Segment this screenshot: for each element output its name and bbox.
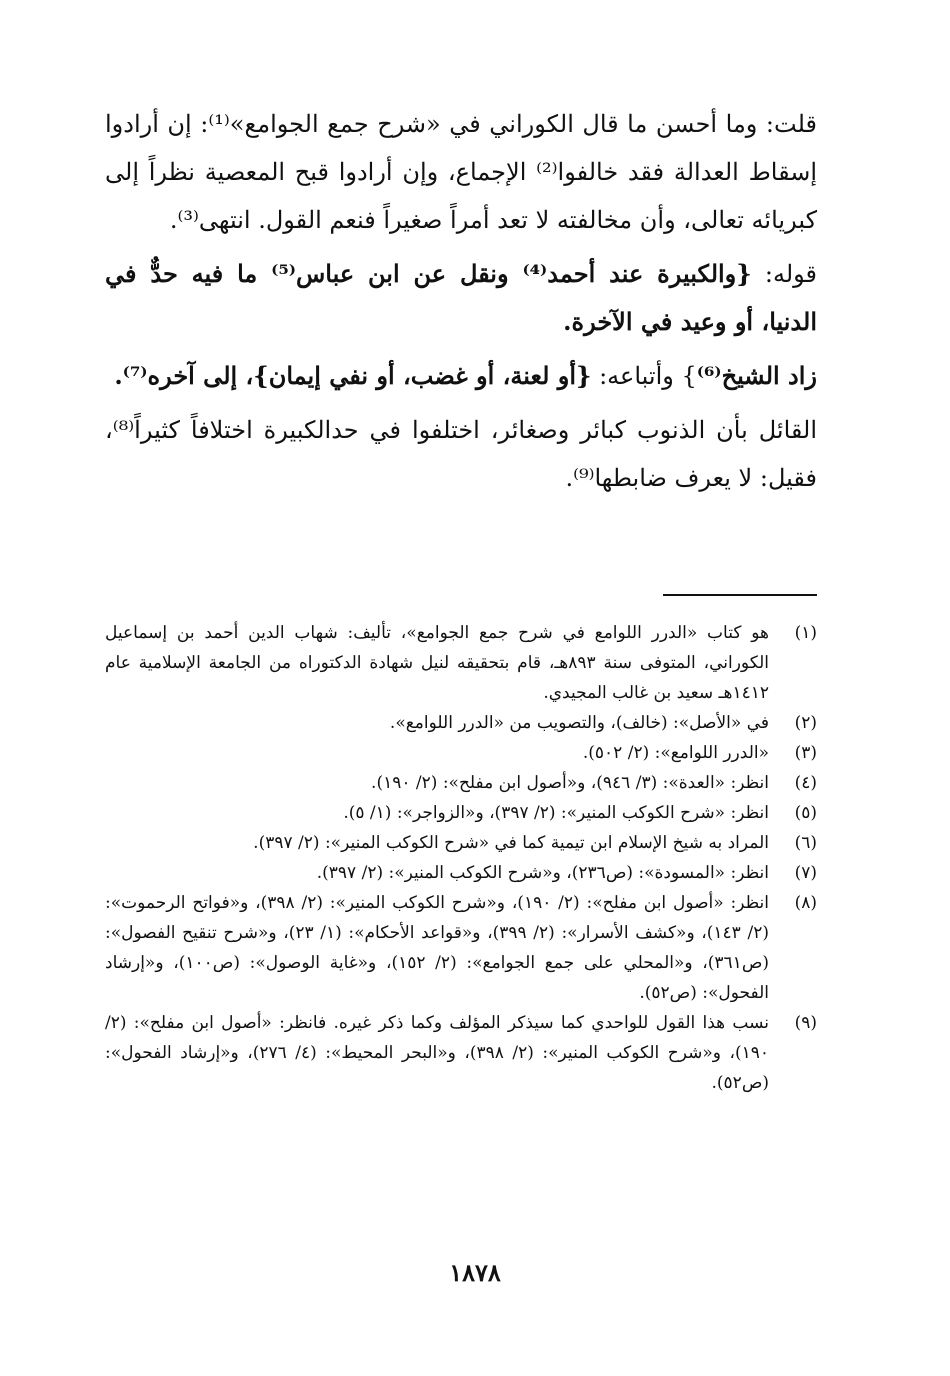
footnote-text: «الدرر اللوامع»: (٢/ ٥٠٢). [582, 743, 769, 763]
footnote-number: (٤) [794, 773, 817, 793]
footnote-number: (٦) [794, 833, 817, 853]
footnote-number: (٩) [794, 1013, 817, 1033]
paragraph-1: قلت: وما أحسن ما قال الكوراني في «شرح جمع الجوامع»⁽¹⁾: إن أرادوا إسقاط العدالة فقد خالفوا⁽²⁾ الإجماع، وإن أرادوا قبح المعصية نظراً إلى كبريائه تعالى، وأن مخالفته لا تعد أمراً صغيراً فنعم القول. انتهى⁽³⁾. [105, 110, 818, 234]
footnote-text: في «الأصل»: (خالف)، والتصويب من «الدرر اللوامع». [389, 713, 769, 733]
footnote-4 [105, 768, 817, 798]
footnote-text: انظر: «العدة»: (٣/ ٩٤٦)، و«أصول ابن مفلح»: (٢/ ١٩٠). [371, 773, 769, 793]
footnote-6 [105, 828, 817, 858]
paragraph-2-quote: {والكبيرة عند أحمد⁽⁴⁾ ونقل عن ابن عباس⁽⁵⁾ ما فيه حدٌّ في الدنيا، أو وعيد في الآخرة. [105, 259, 817, 336]
footnotes [105, 618, 817, 1098]
paragraph-3-b: } وأتباعه: [591, 362, 697, 390]
footnote-text: انظر: «المسودة»: (ص٢٣٦)، و«شرح الكوكب المنير»: (٢/ ٣٩٧). [316, 863, 769, 883]
paragraph-3-c: {أو لعنة، أو غضب، أو نفي إيمان}، إلى آخره⁽⁷⁾. [114, 361, 592, 390]
footnote-text: انظر: «أصول ابن مفلح»: (٢/ ١٩٠)، و«شرح الكوكب المنير»: (٢/ ٣٩٨)، و«فواتح الرحموت»: (٢/ ١٤٣)، و«كشف الأسرار»: (٢/ ٣٩٩)، و«قواعد الأحكام»: (١/ ٢٣)، و«شرح تنقيح الفصول»: (ص٣٦١)، و«المحلي على جمع الجوامع»: (٢/ ١٥٢)، و«غاية الوصول»: (ص١٠٠)، و«إرشاد الفحول»: (ص٥٢). [105, 893, 769, 1003]
paragraph-3-a: زاد الشيخ⁽⁶⁾ [696, 361, 817, 390]
main-text [105, 100, 817, 508]
footnote-separator [663, 594, 817, 596]
footnote-number: (٧) [794, 863, 817, 883]
footnote-text: انظر: «شرح الكوكب المنير»: (٢/ ٣٩٧)، و«الزواجر»: (١/ ٥). [343, 803, 769, 823]
page-number: ١٨٧٨ [449, 1258, 501, 1287]
footnote-9 [105, 1008, 817, 1098]
footnote-number: (٥) [794, 803, 817, 823]
paragraph-4: القائل بأن الذنوب كبائر وصغائر، اختلفوا في حدالكبيرة اختلافاً كثيراً⁽⁸⁾، فقيل: لا يعرف ضابطها⁽⁹⁾. [105, 416, 817, 492]
footnote-number: (٢) [794, 713, 817, 733]
footnote-7 [105, 858, 817, 888]
paragraph-3 [105, 352, 817, 400]
footnote-5 [105, 798, 817, 828]
footnote-text: هو كتاب «الدرر اللوامع في شرح جمع الجوامع»، تأليف: شهاب الدين أحمد بن إسماعيل الكوراني، المتوفى سنة ٨٩٣هـ، قام بتحقيقه لنيل شهادة الدكتوراه من الجامعة الإسلامية عام ١٤١٢هـ سعيد بن غالب المجيدي. [105, 623, 769, 703]
paragraph-2-lead: قوله: [751, 260, 818, 288]
footnote-text: المراد به شيخ الإسلام ابن تيمية كما في «شرح الكوكب المنير»: (٢/ ٣٩٧). [253, 833, 769, 853]
footnote-text: نسب هذا القول للواحدي كما سيذكر المؤلف وكما ذكر غيره. فانظر: «أصول ابن مفلح»: (٢/ ١٩٠)، و«شرح الكوكب المنير»: (٢/ ٣٩٨)، و«البحر المحيط»: (٤/ ٢٧٦)، و«إرشاد الفحول»: (ص٥٢). [105, 1013, 770, 1093]
footnote-3 [105, 738, 817, 768]
footnote-1 [105, 618, 817, 708]
footnote-number: (٣) [794, 743, 817, 763]
footnote-8 [105, 888, 817, 1008]
paragraph-2 [105, 250, 817, 346]
footnote-number: (٨) [794, 893, 817, 913]
footnote-number: (١) [794, 623, 817, 643]
footnote-2 [105, 708, 817, 738]
